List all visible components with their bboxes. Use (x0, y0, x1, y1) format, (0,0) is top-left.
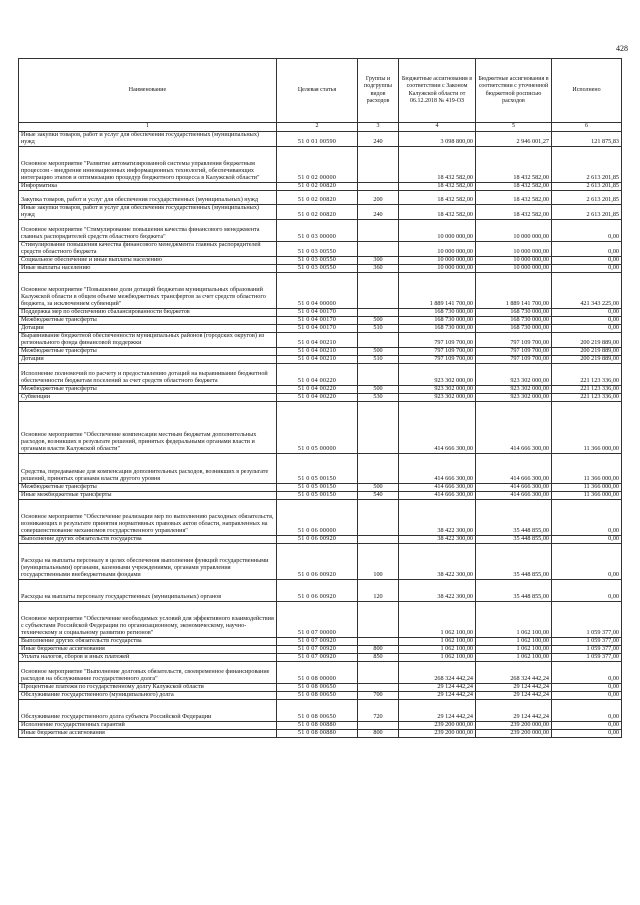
row-approved-amount: 18 432 582,00 (399, 190, 476, 204)
row-executed-amount: 221 123 336,00 (552, 363, 622, 385)
row-approved-amount: 268 324 442,24 (399, 661, 476, 683)
row-target-code: 51 0 04 00220 (277, 363, 358, 385)
row-target-code: 51 0 03 00550 (277, 256, 358, 264)
row-executed-amount: 0,00 (552, 256, 622, 264)
row-target-code: 51 0 08 00650 (277, 691, 358, 699)
row-executed-amount: 1 059 377,00 (552, 653, 622, 661)
table-row (19, 316, 622, 324)
header-group: Группы и подгруппы видов расходов (358, 59, 399, 123)
row-group-code: 500 (358, 483, 399, 491)
row-refined-amount: 18 432 582,00 (476, 182, 552, 190)
row-approved-amount: 10 000 000,00 (399, 219, 476, 241)
row-approved-amount: 18 432 582,00 (399, 204, 476, 219)
table-row (19, 363, 622, 385)
row-group-code (358, 219, 399, 241)
header-refined: Бюджетные ассигнования в соответствии с уточненной бюджетной росписью расходов (476, 59, 552, 123)
row-refined-amount: 268 324 442,24 (476, 661, 552, 683)
row-approved-amount: 797 109 700,00 (399, 347, 476, 355)
row-target-code: 51 0 02 00000 (277, 146, 358, 182)
row-executed-amount: 11 366 000,00 (552, 453, 622, 483)
row-target-code: 51 0 04 00000 (277, 272, 358, 308)
row-name: Расходы на выплаты персоналу в целях обеспечения выполнения функций государственными (муниципальными) органами, казенными учреждениями, органами управления государственными внебюджетными фондами (19, 543, 277, 579)
row-name: Иные бюджетные ассигнования (19, 729, 277, 737)
row-name: Стимулирование повышения качества финансового менеджмента главных распорядителей средств областного бюджета (19, 241, 277, 256)
row-refined-amount: 10 000 000,00 (476, 241, 552, 256)
row-executed-amount: 121 875,83 (552, 132, 622, 147)
row-executed-amount: 0,00 (552, 535, 622, 543)
row-refined-amount: 414 666 300,00 (476, 401, 552, 453)
row-refined-amount: 239 200 000,00 (476, 721, 552, 729)
row-approved-amount: 10 000 000,00 (399, 256, 476, 264)
row-group-code: 500 (358, 347, 399, 355)
table-row (19, 579, 622, 601)
row-approved-amount: 168 730 000,00 (399, 308, 476, 316)
row-group-code (358, 401, 399, 453)
table-row (19, 272, 622, 308)
row-approved-amount: 414 666 300,00 (399, 453, 476, 483)
row-target-code: 51 0 08 00000 (277, 661, 358, 683)
row-name: Иные закупки товаров, работ и услуг для обеспечения государственных (муниципальных) нужд (19, 132, 277, 147)
row-refined-amount: 29 124 442,24 (476, 699, 552, 721)
row-target-code: 51 0 07 00920 (277, 637, 358, 645)
row-executed-amount: 11 366 000,00 (552, 401, 622, 453)
table-row (19, 401, 622, 453)
row-executed-amount: 0,00 (552, 499, 622, 535)
row-name: Средства, передаваемые для компенсации дополнительных расходов, возникших в результате решений, принятых органами власти другого уровня (19, 453, 277, 483)
row-group-code (358, 721, 399, 729)
row-refined-amount: 18 432 582,00 (476, 204, 552, 219)
row-group-code: 540 (358, 491, 399, 499)
row-refined-amount: 797 109 700,00 (476, 347, 552, 355)
row-executed-amount: 0,00 (552, 543, 622, 579)
row-group-code (358, 146, 399, 182)
row-group-code (358, 308, 399, 316)
row-name: Информатика (19, 182, 277, 190)
row-executed-amount: 421 343 225,00 (552, 272, 622, 308)
row-group-code: 240 (358, 132, 399, 147)
row-refined-amount: 1 062 100,00 (476, 645, 552, 653)
row-executed-amount: 0,00 (552, 316, 622, 324)
row-group-code: 720 (358, 699, 399, 721)
table-row (19, 347, 622, 355)
row-approved-amount: 239 200 000,00 (399, 729, 476, 737)
row-target-code: 51 0 02 00820 (277, 204, 358, 219)
table-row (19, 332, 622, 347)
row-refined-amount: 18 432 582,00 (476, 146, 552, 182)
row-group-code: 240 (358, 204, 399, 219)
row-approved-amount: 29 124 442,24 (399, 691, 476, 699)
row-executed-amount: 221 123 336,00 (552, 385, 622, 393)
row-refined-amount: 10 000 000,00 (476, 256, 552, 264)
row-name: Выравнивание бюджетной обеспеченности муниципальных районов (городских округов) из регионального фонда финансовой поддержки (19, 332, 277, 347)
row-refined-amount: 29 124 442,24 (476, 683, 552, 691)
row-group-code (358, 601, 399, 637)
page-number: 428 (616, 44, 628, 53)
row-approved-amount: 10 000 000,00 (399, 264, 476, 272)
row-target-code: 51 0 08 00880 (277, 721, 358, 729)
row-target-code: 51 0 06 00000 (277, 499, 358, 535)
row-approved-amount: 168 730 000,00 (399, 316, 476, 324)
row-name: Уплата налогов, сборов и иных платежей (19, 653, 277, 661)
row-group-code (358, 661, 399, 683)
row-refined-amount: 923 302 000,00 (476, 393, 552, 401)
row-target-code: 51 0 05 00150 (277, 491, 358, 499)
row-name: Основное мероприятие "Обеспечение реализации мер по выполнению расходных обязательств, возникающих в результате принятия нормативных правовых актов области, направленных на совершенствование механизмов государственного управления" (19, 499, 277, 535)
row-target-code: 51 0 04 00210 (277, 347, 358, 355)
table-row (19, 182, 622, 190)
row-name: Основное мероприятие "Обеспечение компенсации местным бюджетам дополнительных расходов, возникших в результате решений, принятых федеральными органами власти и органами власти Калужской области" (19, 401, 277, 453)
row-refined-amount: 797 109 700,00 (476, 332, 552, 347)
table-row (19, 204, 622, 219)
row-approved-amount: 18 432 582,00 (399, 146, 476, 182)
row-group-code: 700 (358, 691, 399, 699)
row-refined-amount: 239 200 000,00 (476, 729, 552, 737)
row-group-code (358, 453, 399, 483)
row-executed-amount: 2 613 201,85 (552, 204, 622, 219)
row-executed-amount: 0,00 (552, 308, 622, 316)
row-group-code: 360 (358, 264, 399, 272)
row-executed-amount: 0,00 (552, 699, 622, 721)
row-refined-amount: 414 666 300,00 (476, 491, 552, 499)
row-executed-amount: 0,00 (552, 661, 622, 683)
row-name: Закупка товаров, работ и услуг для обеспечения государственных (муниципальных) нужд (19, 190, 277, 204)
row-approved-amount: 923 302 000,00 (399, 385, 476, 393)
row-group-code (358, 637, 399, 645)
row-group-code (358, 683, 399, 691)
row-group-code: 800 (358, 645, 399, 653)
column-number: 5 (476, 123, 552, 132)
row-name: Межбюджетные трансферты (19, 483, 277, 491)
row-approved-amount: 10 000 000,00 (399, 241, 476, 256)
row-group-code: 500 (358, 385, 399, 393)
row-approved-amount: 1 062 100,00 (399, 601, 476, 637)
row-refined-amount: 168 730 000,00 (476, 324, 552, 332)
row-group-code (358, 332, 399, 347)
row-refined-amount: 1 062 100,00 (476, 637, 552, 645)
row-name: Дотации (19, 324, 277, 332)
row-approved-amount: 1 889 141 700,00 (399, 272, 476, 308)
row-refined-amount: 414 666 300,00 (476, 453, 552, 483)
row-executed-amount: 200 219 889,00 (552, 347, 622, 355)
row-refined-amount: 18 432 582,00 (476, 190, 552, 204)
row-executed-amount: 221 123 336,00 (552, 393, 622, 401)
row-target-code: 51 0 04 00220 (277, 393, 358, 401)
table-row (19, 491, 622, 499)
row-name: Исполнение полномочий по расчету и предоставлению дотаций на выравнивание бюджетной обеспеченности бюджетам поселений за счет средств областного бюджета (19, 363, 277, 385)
row-refined-amount: 1 062 100,00 (476, 653, 552, 661)
row-target-code: 51 0 06 00920 (277, 535, 358, 543)
table-row (19, 661, 622, 683)
row-refined-amount: 797 109 700,00 (476, 355, 552, 363)
row-refined-amount: 414 666 300,00 (476, 483, 552, 491)
row-approved-amount: 38 422 300,00 (399, 579, 476, 601)
row-group-code (358, 241, 399, 256)
row-refined-amount: 168 730 000,00 (476, 308, 552, 316)
budget-table (18, 58, 622, 738)
row-refined-amount: 923 302 000,00 (476, 385, 552, 393)
table-row (19, 601, 622, 637)
row-approved-amount: 38 422 300,00 (399, 499, 476, 535)
row-refined-amount: 923 302 000,00 (476, 363, 552, 385)
row-target-code: 51 0 02 00820 (277, 190, 358, 204)
table-row (19, 241, 622, 256)
row-refined-amount: 35 448 855,00 (476, 535, 552, 543)
table-row (19, 146, 622, 182)
header-approved: Бюджетные ассигнования в соответствии с Законом Калужской области от 06.12.2018 № 419-ОЗ (399, 59, 476, 123)
column-number: 1 (19, 123, 277, 132)
row-group-code (358, 272, 399, 308)
row-target-code: 51 0 08 00880 (277, 729, 358, 737)
header-name: Наименование (19, 59, 277, 123)
table-row (19, 691, 622, 699)
row-executed-amount: 0,00 (552, 683, 622, 691)
row-target-code: 51 0 05 00000 (277, 401, 358, 453)
column-number: 2 (277, 123, 358, 132)
row-target-code: 51 0 04 00170 (277, 316, 358, 324)
row-group-code: 120 (358, 579, 399, 601)
row-target-code: 51 0 07 00920 (277, 645, 358, 653)
row-name: Иные межбюджетные трансферты (19, 491, 277, 499)
table-row (19, 653, 622, 661)
row-executed-amount: 2 613 201,85 (552, 190, 622, 204)
table-row (19, 637, 622, 645)
row-target-code: 51 0 03 00550 (277, 241, 358, 256)
row-approved-amount: 797 109 700,00 (399, 332, 476, 347)
table-row (19, 264, 622, 272)
row-approved-amount: 797 109 700,00 (399, 355, 476, 363)
row-target-code: 51 0 05 00150 (277, 453, 358, 483)
row-name: Поддержка мер по обеспечению сбалансированности бюджетов (19, 308, 277, 316)
row-approved-amount: 168 730 000,00 (399, 324, 476, 332)
row-target-code: 51 0 04 00170 (277, 324, 358, 332)
row-refined-amount: 1 062 100,00 (476, 601, 552, 637)
row-target-code: 51 0 03 00550 (277, 264, 358, 272)
row-target-code: 51 0 07 00000 (277, 601, 358, 637)
row-executed-amount: 1 059 377,00 (552, 601, 622, 637)
row-refined-amount: 29 124 442,24 (476, 691, 552, 699)
row-name: Основное мероприятие "Развитие автоматизированной системы управления бюджетным процессом - внедрение инновационных информационных технологий, обеспечивающих интеграцию этапов и оптимизацию процедур бюджетного процесса в Калужской области" (19, 146, 277, 182)
row-name: Межбюджетные трансферты (19, 385, 277, 393)
row-executed-amount: 200 219 889,00 (552, 355, 622, 363)
table-row (19, 256, 622, 264)
header-row (19, 59, 622, 123)
row-name: Основное мероприятие "Повышение доли дотаций бюджетам муниципальных образований Калужской области в общем объеме межбюджетных трансфертов за счет средств областного бюджета, за исключением субвенций" (19, 272, 277, 308)
row-executed-amount: 2 613 201,85 (552, 146, 622, 182)
row-target-code: 51 0 01 00590 (277, 132, 358, 147)
row-refined-amount: 35 448 855,00 (476, 499, 552, 535)
row-name: Исполнение государственных гарантий (19, 721, 277, 729)
row-name: Выполнение других обязательств государства (19, 637, 277, 645)
row-executed-amount: 11 366 000,00 (552, 491, 622, 499)
row-approved-amount: 923 302 000,00 (399, 363, 476, 385)
row-name: Социальное обеспечение и иные выплаты населению (19, 256, 277, 264)
row-refined-amount: 168 730 000,00 (476, 316, 552, 324)
row-target-code: 51 0 02 00820 (277, 182, 358, 190)
row-name: Субвенции (19, 393, 277, 401)
row-name: Обслуживание государственного (муниципального) долга (19, 691, 277, 699)
row-approved-amount: 29 124 442,24 (399, 683, 476, 691)
table-row (19, 308, 622, 316)
row-executed-amount: 0,00 (552, 324, 622, 332)
row-approved-amount: 38 422 300,00 (399, 543, 476, 579)
row-executed-amount: 0,00 (552, 219, 622, 241)
row-approved-amount: 1 062 100,00 (399, 645, 476, 653)
column-number: 3 (358, 123, 399, 132)
row-executed-amount: 0,00 (552, 264, 622, 272)
row-executed-amount: 0,00 (552, 721, 622, 729)
row-target-code: 51 0 04 00170 (277, 308, 358, 316)
row-group-code: 100 (358, 543, 399, 579)
row-approved-amount: 38 422 300,00 (399, 535, 476, 543)
row-group-code (358, 182, 399, 190)
row-name: Процентные платежи по государственному долгу Калужской области (19, 683, 277, 691)
row-refined-amount: 1 889 141 700,00 (476, 272, 552, 308)
row-executed-amount: 11 366 000,00 (552, 483, 622, 491)
row-name: Обслуживание государственного долга субъекта Российской Федерации (19, 699, 277, 721)
row-name: Основное мероприятие "Обеспечение необходимых условий для эффективного взаимодействия с субъектами Российской Федерации по организационному, экономическому, научно-техническому и социальному развитию регионов" (19, 601, 277, 637)
header-executed: Исполнено (552, 59, 622, 123)
row-group-code: 200 (358, 190, 399, 204)
column-number: 6 (552, 123, 622, 132)
row-name: Основное мероприятие "Выполнение долговых обязательств, своевременное финансирование расходов на обслуживание государственного долга" (19, 661, 277, 683)
row-refined-amount: 10 000 000,00 (476, 219, 552, 241)
row-name: Межбюджетные трансферты (19, 316, 277, 324)
row-executed-amount: 2 613 201,85 (552, 182, 622, 190)
row-approved-amount: 414 666 300,00 (399, 483, 476, 491)
table-row (19, 721, 622, 729)
row-approved-amount: 1 062 100,00 (399, 637, 476, 645)
row-group-code (358, 363, 399, 385)
header-target: Целевая статья (277, 59, 358, 123)
row-executed-amount: 0,00 (552, 579, 622, 601)
row-approved-amount: 414 666 300,00 (399, 401, 476, 453)
table-row (19, 645, 622, 653)
row-group-code: 510 (358, 324, 399, 332)
table-row (19, 393, 622, 401)
row-target-code: 51 0 08 00650 (277, 683, 358, 691)
row-approved-amount: 3 098 800,00 (399, 132, 476, 147)
table-row (19, 355, 622, 363)
row-name: Иные выплаты населению (19, 264, 277, 272)
row-executed-amount: 0,00 (552, 691, 622, 699)
table-row (19, 699, 622, 721)
row-target-code: 51 0 04 00220 (277, 385, 358, 393)
row-target-code: 51 0 03 00000 (277, 219, 358, 241)
row-refined-amount: 35 448 855,00 (476, 543, 552, 579)
table-row (19, 543, 622, 579)
row-approved-amount: 239 200 000,00 (399, 721, 476, 729)
table-row (19, 535, 622, 543)
table-row (19, 683, 622, 691)
table-row (19, 132, 622, 147)
table-row (19, 453, 622, 483)
row-refined-amount: 10 000 000,00 (476, 264, 552, 272)
row-executed-amount: 0,00 (552, 729, 622, 737)
row-executed-amount: 200 219 889,00 (552, 332, 622, 347)
row-executed-amount: 0,00 (552, 241, 622, 256)
row-approved-amount: 29 124 442,24 (399, 699, 476, 721)
row-target-code: 51 0 04 00210 (277, 355, 358, 363)
row-executed-amount: 1 059 377,00 (552, 637, 622, 645)
row-group-code (358, 499, 399, 535)
row-group-code: 300 (358, 256, 399, 264)
row-approved-amount: 923 302 000,00 (399, 393, 476, 401)
row-refined-amount: 35 448 855,00 (476, 579, 552, 601)
table-row (19, 190, 622, 204)
row-group-code: 510 (358, 355, 399, 363)
table-row (19, 324, 622, 332)
row-target-code: 51 0 06 00920 (277, 543, 358, 579)
row-target-code: 51 0 06 00920 (277, 579, 358, 601)
table-row (19, 729, 622, 737)
row-group-code (358, 535, 399, 543)
column-number: 4 (399, 123, 476, 132)
row-target-code: 51 0 08 00650 (277, 699, 358, 721)
table-row (19, 385, 622, 393)
row-group-code: 800 (358, 729, 399, 737)
row-approved-amount: 414 666 300,00 (399, 491, 476, 499)
table-row (19, 219, 622, 241)
row-name: Основное мероприятие "Стимулирование повышения качества финансового менеджмента главных распорядителей средств областного бюджета" (19, 219, 277, 241)
row-group-code: 500 (358, 316, 399, 324)
table-row (19, 483, 622, 491)
table-body (19, 132, 622, 738)
row-group-code: 530 (358, 393, 399, 401)
row-target-code: 51 0 04 00210 (277, 332, 358, 347)
row-name: Межбюджетные трансферты (19, 347, 277, 355)
row-executed-amount: 1 059 377,00 (552, 645, 622, 653)
row-name: Выполнение других обязательств государства (19, 535, 277, 543)
table-row (19, 499, 622, 535)
row-name: Иные закупки товаров, работ и услуг для обеспечения государственных (муниципальных) нужд (19, 204, 277, 219)
row-name: Иные бюджетные ассигнования (19, 645, 277, 653)
row-name: Расходы на выплаты персоналу государственных (муниципальных) органов (19, 579, 277, 601)
row-refined-amount: 2 946 001,27 (476, 132, 552, 147)
row-target-code: 51 0 07 00920 (277, 653, 358, 661)
row-target-code: 51 0 05 00150 (277, 483, 358, 491)
row-approved-amount: 18 432 582,00 (399, 182, 476, 190)
row-name: Дотации (19, 355, 277, 363)
row-approved-amount: 1 062 100,00 (399, 653, 476, 661)
row-group-code: 850 (358, 653, 399, 661)
